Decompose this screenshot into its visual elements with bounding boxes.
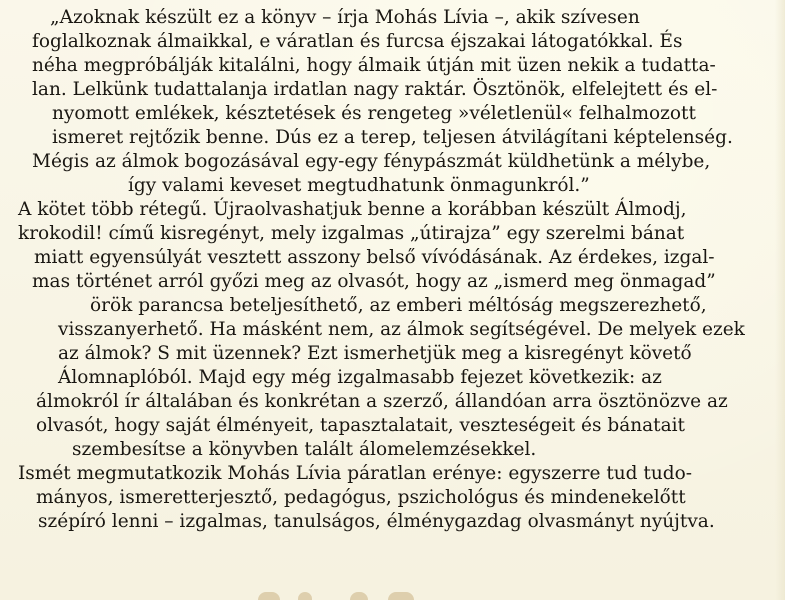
text-line-3: néha megpróbálják kitalálni, hogy álmaik útján mit üzen nekik a tudatta- xyxy=(32,55,716,76)
text-line-20: Ismét megmutatkozik Mohás Lívia páratlan erénye: egyszerre tud tudo- xyxy=(18,463,692,484)
text-line-9: A kötet több rétegű. Újraolvashatjuk benne a korábban készült Álmodj, xyxy=(18,199,687,220)
text-line-22: szépíró lenni – izgalmas, tanulságos, élménygazdag olvasmányt nyújtva. xyxy=(38,511,715,532)
text-line-18: olvasót, hogy saját élményeit, tapasztalatait, veszteségeit és bánatait xyxy=(36,415,685,436)
text-line-15: az álmok? S mit üzennek? Ezt ismerhetjük meg a kisregényt követő xyxy=(58,343,692,364)
text-line-1: „Azoknak készült ez a könyv – írja Mohás Lívia –, akik szívesen xyxy=(50,7,640,28)
blurb-text xyxy=(18,6,784,534)
text-line-19: szembesítse a könyvben talált álomelemzésekkel. xyxy=(72,439,537,460)
text-line-8: így valami keveset megtudhatunk önmagunkról.” xyxy=(128,175,590,196)
text-line-2: foglalkoznak álmaikkal, e váratlan és furcsa éjszakai látogatókkal. És xyxy=(32,31,683,52)
text-line-17: álmokról ír általában és konkrétan a szerző, állandóan arra ösztönözve az xyxy=(36,391,728,412)
text-line-5: nyomott emlékek, késztetések és rengeteg »véletlenül« felhalmozott xyxy=(52,103,696,124)
cover-illustration-edge xyxy=(258,586,418,600)
text-line-4: lan. Lelkünk tudattalanja irdatlan nagy raktár. Ösztönök, elfelejtett és el- xyxy=(32,79,718,100)
page-edge-shading xyxy=(775,0,785,600)
text-line-11: miatt egyensúlyát vesztett asszony belső vívódásának. Az érdekes, izgal- xyxy=(34,247,715,268)
text-line-6: ismeret rejtőzik benne. Dús ez a terep, teljesen átvilágítani képtelenség. xyxy=(52,127,733,148)
text-line-12: mas történet arról győzi meg az olvasót, hogy az „ismerd meg önmagad” xyxy=(32,271,716,292)
text-line-16: Álomnaplóból. Majd egy még izgalmasabb fejezet következik: az xyxy=(58,367,662,388)
text-line-10: krokodil! című kisregényt, mely izgalmas „útirajza” egy szerelmi bánat xyxy=(18,223,685,244)
text-line-14: visszanyerhető. Ha másként nem, az álmok segítségével. De melyek ezek xyxy=(58,319,745,340)
text-line-13: örök parancsa beteljesíthető, az emberi méltóság megszerezhető, xyxy=(90,295,707,316)
text-line-21: mányos, ismeretterjesztő, pedagógus, pszichológus és mindenekelőtt xyxy=(36,487,686,508)
text-line-7: Mégis az álmok bogozásával egy-egy fénypászmát küldhetünk a mélybe, xyxy=(32,151,711,172)
